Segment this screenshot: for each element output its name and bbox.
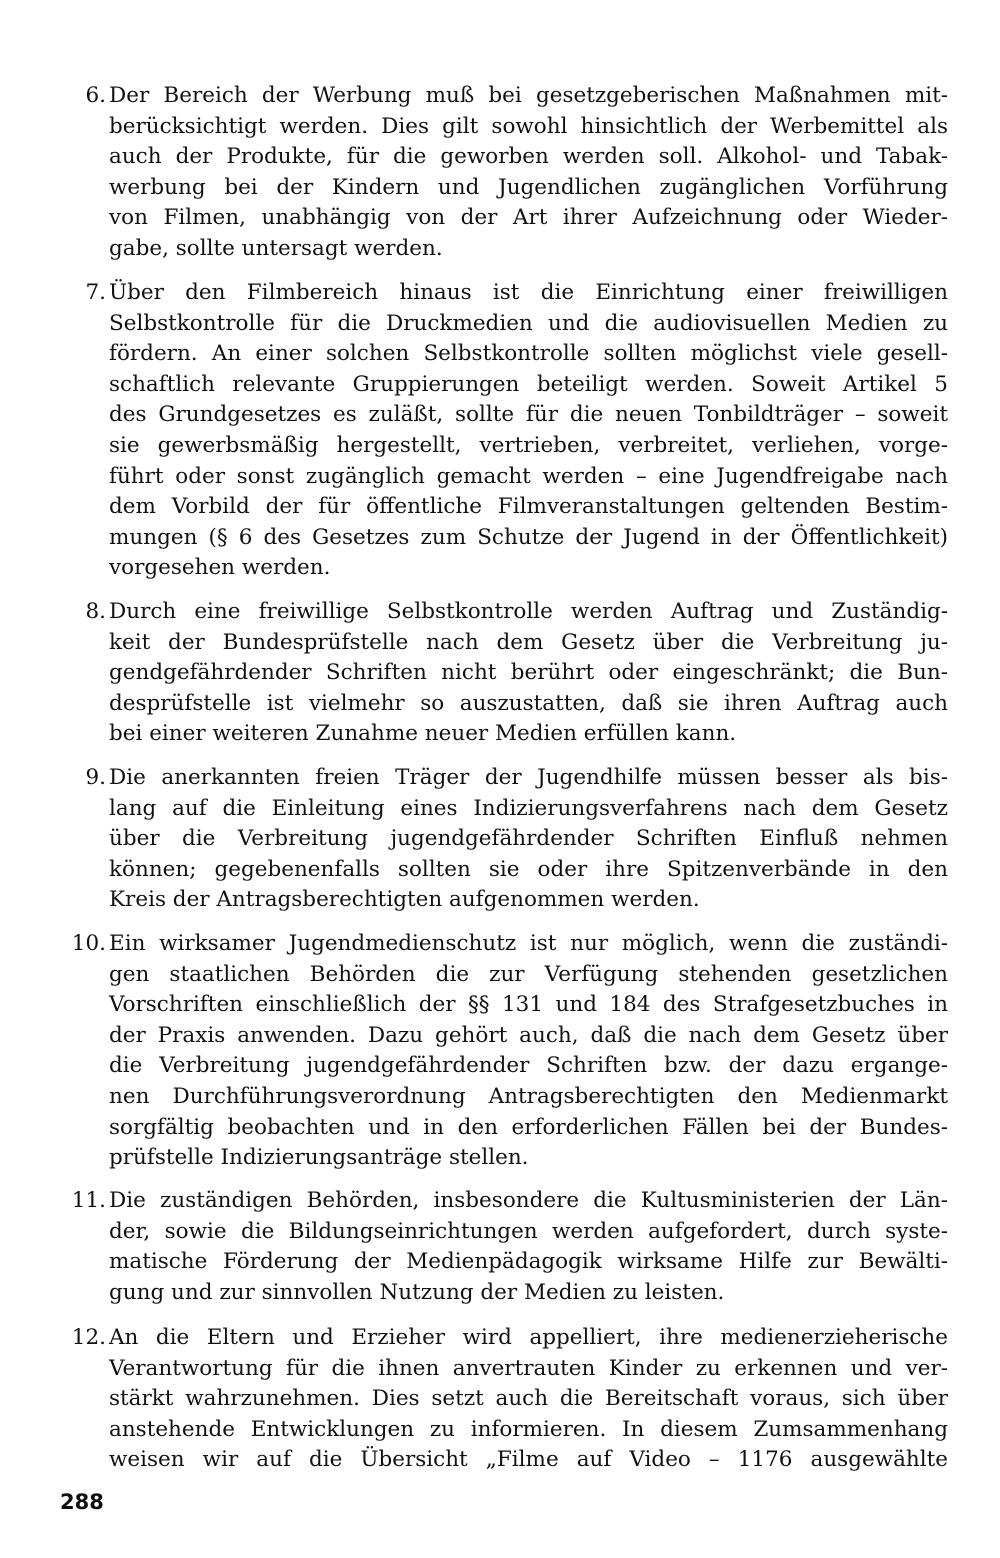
text-line: auch der Produkte, für die geworben werden soll. Alkohol- und Tabak- — [109, 144, 948, 170]
text-line: Die zuständigen Behörden, insbesondere die Kultusministerien der Län- — [109, 1188, 948, 1213]
text-line: Der Bereich der Werbung muß bei gesetzgeberischen Maßnahmen mit- — [109, 83, 948, 108]
item-number: 12. — [71, 1325, 106, 1350]
text-line: matische Förderung der Medienpädagogik wirksame Hilfe zur Bewälti- — [109, 1249, 948, 1275]
text-line: nen Durchführungsverordnung Antragsberechtigten den Medienmarkt — [109, 1084, 948, 1109]
text-line: Über den Filmbereich hinaus ist die Einrichtung einer freiwilligen — [109, 280, 948, 305]
text-line: werbung bei der Kindern und Jugendlichen zugänglichen Vorführung — [109, 174, 948, 200]
text-line: führt oder sonst zugänglich gemacht werden – eine Jugendfreigabe nach — [109, 463, 948, 489]
text-line: prüfstelle Indizierungsanträge stellen. — [109, 1145, 529, 1171]
item-number: 8. — [85, 599, 106, 624]
text-line: sorgfältig beobachten und in den erforderlichen Fällen bei der Bundes- — [109, 1114, 948, 1140]
text-line: lang auf die Einleitung eines Indizierungsverfahrens nach dem Gesetz — [109, 795, 948, 821]
text-line: des Grundgesetzes es zuläßt, sollte für die neuen Tonbildträger – soweit — [109, 402, 948, 428]
text-line: gung und zur sinnvollen Nutzung der Medien zu leisten. — [109, 1279, 725, 1305]
text-line: dem Vorbild der für öffentliche Filmveranstaltungen geltenden Bestim- — [109, 494, 948, 520]
text-line: desprüfstelle ist vielmehr so auszustatten, daß sie ihren Auftrag auch — [109, 690, 948, 716]
text-line: Ein wirksamer Jugendmedienschutz ist nur möglich, wenn die zuständi- — [109, 931, 948, 956]
text-line: über die Verbreitung jugendgefährdender Schriften Einfluß nehmen — [109, 826, 948, 852]
text-line: Die anerkannten freien Träger der Jugendhilfe müssen besser als bis- — [109, 765, 948, 790]
text-line: fördern. An einer solchen Selbstkontrolle sollten möglichst viele gesell- — [109, 341, 948, 367]
text-line: der, sowie die Bildungseinrichtungen werden aufgefordert, durch syste- — [109, 1218, 948, 1244]
text-line: stärkt wahrzunehmen. Dies setzt auch die Bereitschaft voraus, sich über — [109, 1386, 948, 1412]
page-number: 288 — [60, 1490, 104, 1514]
item-number: 7. — [85, 280, 106, 305]
text-line: gendgefährdender Schriften nicht berührt oder eingeschränkt; die Bun- — [109, 660, 948, 686]
text-line: bei einer weiteren Zunahme neuer Medien erfüllen kann. — [109, 721, 737, 747]
text-line: Vorschriften einschließlich der §§ 131 und 184 des Strafgesetzbuches in — [109, 992, 948, 1018]
text-line: gabe, sollte untersagt werden. — [109, 236, 443, 261]
text-line: Verantwortung für die ihnen anvertrauten Kinder zu erkennen und ver- — [109, 1355, 948, 1381]
text-line: An die Eltern und Erzieher wird appelliert, ihre medienerzieherische — [109, 1325, 948, 1350]
text-line: anstehende Entwicklungen zu informieren. In diesem Zumsammenhang — [109, 1416, 948, 1442]
item-number: 9. — [85, 765, 106, 790]
text-line: berücksichtigt werden. Dies gilt sowohl hinsichtlich der Werbemittel als — [109, 113, 948, 139]
text-line: sie gewerbsmäßig hergestellt, vertrieben, verbreitet, verliehen, vorge- — [109, 433, 948, 458]
text-line: Selbstkontrolle für die Druckmedien und die audiovisuellen Medien zu — [109, 310, 948, 336]
item-number: 11. — [71, 1188, 106, 1213]
text-line: keit der Bundesprüfstelle nach dem Gesetz über die Verbreitung ju- — [109, 629, 948, 655]
text-line: die Verbreitung jugendgefährdender Schriften bzw. der dazu ergange- — [109, 1053, 948, 1079]
item-number: 10. — [71, 931, 106, 956]
text-line: Kreis der Antragsberechtigten aufgenommen werden. — [109, 887, 700, 913]
item-number: 6. — [85, 83, 106, 108]
text-line: Durch eine freiwillige Selbstkontrolle werden Auftrag und Zuständig- — [109, 599, 948, 624]
text-line: schaftlich relevante Gruppierungen beteiligt werden. Soweit Artikel 5 — [109, 371, 948, 397]
text-line: mungen (§ 6 des Gesetzes zum Schutze der Jugend in der Öffentlichkeit) — [109, 524, 948, 550]
text-line: gen staatlichen Behörden die zur Verfügung stehenden gesetzlichen — [109, 961, 948, 987]
text-line: vorgesehen werden. — [109, 555, 331, 581]
text-line: der Praxis anwenden. Dazu gehört auch, daß die nach dem Gesetz über — [109, 1022, 948, 1048]
text-line: von Filmen, unabhängig von der Art ihrer Aufzeichnung oder Wieder- — [109, 205, 948, 231]
text-line: weisen wir auf die Übersicht „Filme auf Video – 1176 ausgewählte — [109, 1447, 948, 1473]
text-line: können; gegebenenfalls sollten sie oder ihre Spitzenverbände in den — [109, 856, 948, 882]
